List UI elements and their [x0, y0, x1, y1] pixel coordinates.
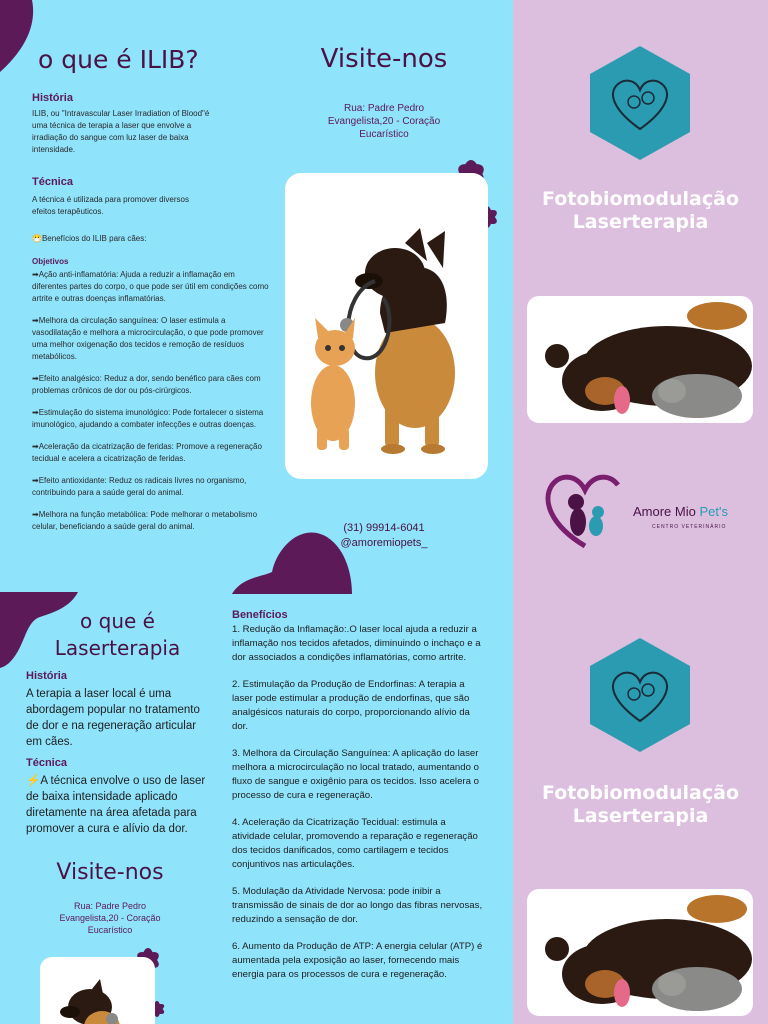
ilib-history-heading: História	[32, 92, 73, 104]
benefit-item: 2. Estimulação da Produção de Endorfinas: A terapia a laser pode estimular a produção de endorfinas, que são analgésicos naturais do corpo, proporcionando alívio da dor.	[232, 679, 470, 732]
address-line: Rua: Padre Pedro	[343, 103, 425, 114]
objective-item: ➡Melhora na função metabólica: Pode melhorar o metabolismo celular, beneficiando a saúde geral do animal.	[32, 510, 258, 531]
brand-title-line: Laserterapia	[572, 211, 709, 233]
objective-item: ➡Efeito antioxidante: Reduz os radicais livres no organismo, contribuindo para a saúde geral do animal.	[32, 476, 247, 497]
photo-dog-cat-lying	[527, 296, 753, 423]
brand-tagline: CENTRO VETERINÁRIO	[652, 524, 727, 530]
visit-title-bottom: Visite-nos	[56, 860, 164, 885]
objective-item: ➡Ação anti-inflamatória: Ajuda a reduzir a inflamação em diferentes partes do corpo, o que pode ser útil em condições como artrite e outras doenças inflamatórias.	[32, 270, 269, 303]
ilib-technique-heading: Técnica	[32, 176, 73, 188]
visit-title: Visite-nos	[320, 44, 448, 74]
ilib-title: o que é ILIB?	[38, 45, 199, 74]
laser-technique-heading: Técnica	[26, 757, 67, 769]
photo-dog-cat-lying	[527, 889, 753, 1016]
brand-title-line: Laserterapia	[572, 805, 709, 827]
benefits-list	[232, 623, 484, 995]
contact-info	[284, 521, 484, 551]
puppy-small-illustration	[40, 957, 155, 1024]
photo-puppy-kitten	[285, 173, 488, 479]
benefit-item: 5. Modulação da Atividade Nervosa: pode inibir a transmissão de sinais de dor ao longo das fibras nervosas, reduzindo a sensação de dor.	[232, 886, 483, 925]
laser-title	[40, 608, 195, 662]
laser-history-heading: História	[26, 670, 67, 682]
brand-title-line: Fotobiomodulação	[541, 188, 739, 210]
blob-top-left-decoration	[0, 0, 40, 75]
photo-puppy-small	[40, 957, 155, 1024]
visit-address	[284, 102, 484, 141]
brand-title-line: Fotobiomodulação	[541, 782, 739, 804]
dog-cat-illustration	[527, 296, 753, 423]
laser-title-line: o que é	[80, 609, 155, 633]
objective-item: ➡Melhora da circulação sanguínea: O laser estimula a vasodilatação e melhora a microcirculação, o que pode promover uma melhor oxigenação dos tecidos e remoção de resíduos metabólicos.	[32, 316, 264, 361]
hexagon-logo-icon	[586, 44, 694, 162]
visit-address-bottom	[20, 900, 200, 936]
brand-name-secondary: Pet's	[699, 504, 728, 519]
address-line: Evangelista,20 - Coração	[59, 913, 161, 923]
dog-cat-illustration	[527, 889, 753, 1016]
objective-item: ➡Estimulação do sistema imunológico: Pode fortalecer o sistema imunológico, ajudando a combater infecções e outras doenças.	[32, 408, 264, 429]
objective-item: ➡Aceleração da cicatrização de feridas: Promove a regeneração tecidual e acelera a cicatrização de feridas.	[32, 442, 262, 463]
amore-mio-heart-logo-icon	[540, 470, 630, 550]
instagram-handle[interactable]: @amoremiopets_	[340, 537, 428, 549]
laser-history-text: A terapia a laser local é uma abordagem popular no tratamento de dor e na regeneração articular em cães.	[26, 688, 200, 748]
laser-technique-text: ⚡A técnica envolve o uso de laser de baixa intensidade aplicado diretamente na área afetada para promover a cura e alívio da dor.	[26, 775, 206, 835]
address-line: Rua: Padre Pedro	[73, 901, 147, 911]
benefits-heading: Benefícios	[232, 609, 288, 621]
brand-name-primary: Amore Mio	[633, 504, 696, 519]
address-line: Evangelista,20 - Coração	[327, 116, 441, 127]
brand-name	[633, 504, 728, 519]
benefit-item: 4. Aceleração da Cicatrização Tecidual: estimula a atividade celular, promovendo a reparação e regeneração dos tecidos danificados, como cartilagem e tecidos conjuntivos nas articulações.	[232, 817, 478, 870]
benefit-item: 1. Redução da Inflamação:.O laser local ajuda a reduzir a inflamação nos tecidos afetados, diminuindo o inchaço e a dor associados a condições inflamatórias, como artrite.	[232, 624, 481, 663]
laser-title-line: Laserterapia	[54, 636, 181, 660]
ilib-benefits-intro: 😷Benefícios do ILIB para cães:	[32, 234, 147, 243]
ilib-objectives-heading: Objetivos	[32, 257, 69, 266]
brand-title-top	[513, 188, 768, 234]
objective-item: ➡Efeito analgésico: Reduz a dor, sendo benéfico para cães com problemas crônicos de dor ou pós-cirúrgicos.	[32, 374, 261, 395]
brand-title-bottom	[513, 782, 768, 828]
phone-number[interactable]: (31) 99914-6041	[343, 522, 425, 534]
puppy-kitten-illustration	[285, 173, 488, 479]
ilib-technique-text: A técnica é utilizada para promover diversos efeitos terapêuticos.	[32, 195, 189, 216]
benefit-item: 6. Aumento da Produção de ATP: A energia celular (ATP) é aumentada pela exposição ao laser, fornecendo mais energia para os processos de cura e regeneração.	[232, 941, 483, 980]
address-line: Eucarístico	[359, 129, 409, 140]
ilib-history-text: ILIB, ou "Intravascular Laser Irradiation of Blood"é uma técnica de terapia a laser que envolve a irradiação do sangue com luz laser de baixa intensidade.	[32, 109, 210, 154]
ilib-objectives-list	[32, 269, 272, 533]
benefit-item: 3. Melhora da Circulação Sanguínea: A aplicação do laser melhora a microcirculação no local tratado, aumentando o fluxo de sangue e oxigênio para os tecidos. Isso acelera o processo de cura e regeneração.	[232, 748, 479, 801]
hexagon-logo-icon	[586, 636, 694, 754]
address-line: Eucarístico	[87, 925, 133, 935]
